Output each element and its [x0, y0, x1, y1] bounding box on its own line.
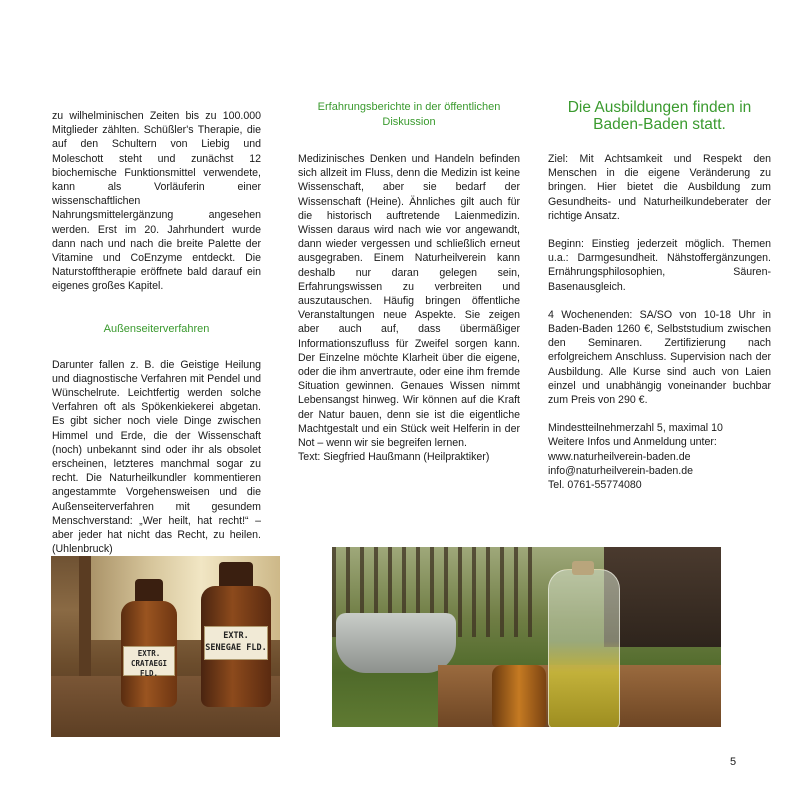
background-shadow [604, 547, 721, 647]
contact-email-link[interactable]: info@naturheilverein-baden.de [548, 464, 694, 477]
paragraph-medizin: Medizinisches Denken und Handeln befinden sich allzeit im Fluss, denn die Medizin ist keine Wissenschaft, aber sie bedarf der Wissenschaft (Heine). Ähnliches gilt auch für die historisch auftretende Laienmedizin. Wissen daraus wird nach wie vor angewandt, dann wieder vergessen und schließlich erneut ausgegraben. Einem Naturheilverein kann deshalb nur daran gelegen sein, Erfahrungswissen zu verbreiten und auszutauschen. Häufig bringen öffentliche Veranstaltungen neue Aspekte. Sie zeigen aber auch auf, dass übermäßiger Informationszufluss für Zweifel sorgen kann. Der Einzelne möchte Klarheit über die eigene, oder die ihm anvertraute, oder eine ihm fremde Situation gewinnen. Genaues Wissen nimmt Lebensangst hinweg. Wir können auf die Kraft der Natur bauen, denn sie ist die eigentliche Machtgestalt und ein Stück weit Helferin in der Not – wenn wir sie begreifen lernen. [298, 153, 520, 450]
column-left [52, 109, 261, 556]
contact-website-link[interactable]: www.naturheilverein-baden.de [548, 450, 691, 463]
contact-phone: Tel. 0761-55774080 [548, 479, 642, 492]
window-frame [79, 556, 91, 681]
glass-oil-bottle [548, 569, 620, 727]
bottle-label-senegae: EXTR. SENEGAE FLD. [204, 626, 268, 660]
contact-info: Weitere Infos und Anmeldung unter: [548, 436, 717, 449]
heading-line: Die Ausbildungen finden in [567, 99, 752, 116]
bottle-label-crataegi: EXTR. CRATAEGI FLD. [123, 646, 175, 676]
paragraph-ziel: Ziel: Mit Achtsamkeit und Respekt den Menschen in die eigene Veränderung zu bringen. Hier bietet die Ausbildung zum Gesundheits- und Naturheilkundeberater der richtige Ansatz. [548, 153, 771, 222]
photo-garden-oil-bottle [332, 547, 721, 727]
heading-line: Diskussion [382, 116, 436, 128]
heading-erfahrungsberichte [298, 100, 520, 130]
heading-line: Baden-Baden statt. [593, 116, 726, 133]
page-number: 5 [730, 756, 737, 768]
heading-line: Erfahrungsberichte in der öffentlichen [317, 101, 501, 113]
column-middle [298, 152, 520, 464]
column-right [548, 152, 771, 492]
amber-bottle [492, 665, 546, 727]
contact-participants: Mindestteilnehmerzahl 5, maximal 10 [548, 422, 723, 435]
author-credit: Text: Siegfried Haußmann (Heilpraktiker) [298, 451, 490, 464]
paragraph-aussenseiter: Darunter fallen z. B. die Geistige Heilung und diagnostische Verfahren mit Pendel und Wünschelrute. Leichtfertig werden solche Verfahren oft als Spökenkiekerei abgetan. Es gibt sicher noch viele Dinge zwischen Himmel und Erde, die der Wissenschaft (noch) unbekannt sind oder ihr als obsolet erscheinen, letzteres manchmal sogar zu recht. Die Naturheilkundler kommentieren angestammte Vorgehensweisen und die Außenseiterverfahren mit gesundem Menschverstand: „Wer heilt, hat recht!“ – aber jeder hat nicht das Recht, zu heilen. (Uhlenbruck) [52, 358, 261, 556]
paragraph-wochenenden: 4 Wochenenden: SA/SO von 10-18 Uhr in Baden-Baden 1260 €, Selbststudium zwischen den Seminaren. Zertifizierung nach erfolgreichem Anschluss. Supervision nach der Ausbildung. Alle Kurse sind auch von Laien einzel und unabhängig voneinander buchbar zum Preis von 290 €. [548, 308, 771, 407]
bottle-cork [572, 561, 594, 575]
paragraph-history: zu wilhelminischen Zeiten bis zu 100.000 Mitglieder zählten. Schüßler's Therapie, die auf den Schultern von Liebig und Moleschott steht und zunächst 12 biochemische Funktionsmittel verwendete, kann als Vorläuferin einer wissenschaftlichen Nahrungsmittelergänzung angesehen werden. Erst im 20. Jahrhundert wurde dann nach und nach die breite Palette der Vitamine und CoEnzyme entdeckt. Die Naturstofftherapie eröffnete bald darauf ein eigenes großes Kapitel. [52, 110, 261, 293]
paragraph-beginn: Beginn: Einstieg jederzeit möglich. Themen u.a.: Darmgesundheit. Nähstoffergänzungen. Ernährungsphilosophien, Säuren-Basenausgleich. [548, 238, 771, 293]
subheading-aussenseiter: Außenseiterverfahren [103, 322, 210, 335]
metal-tub [336, 613, 456, 673]
photo-apothecary-bottles [51, 556, 280, 737]
heading-ausbildungen [548, 99, 771, 133]
